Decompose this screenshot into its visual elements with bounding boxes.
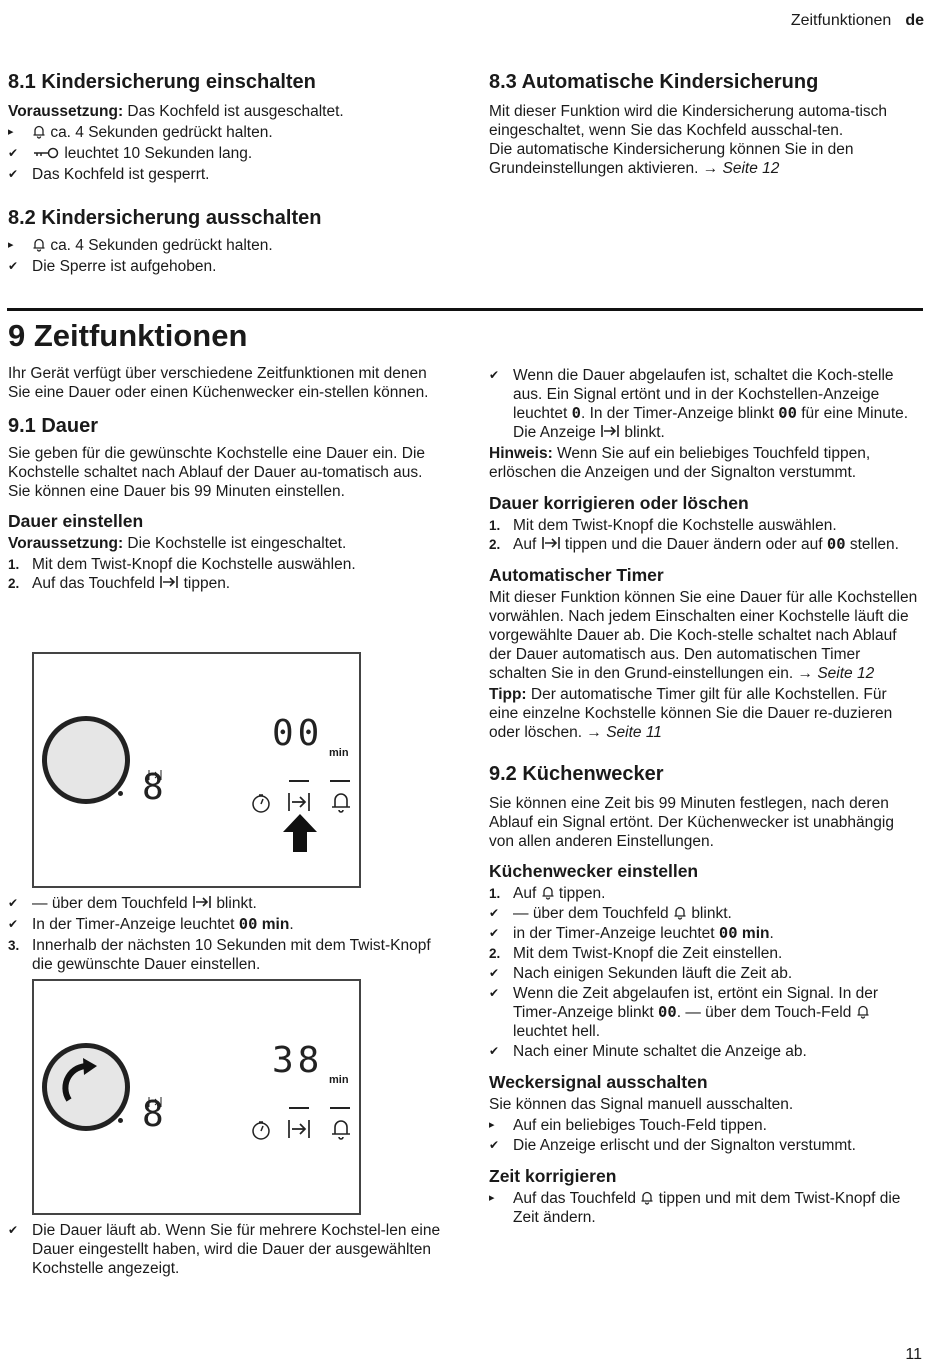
check-icon: ✔ <box>489 1044 500 1058</box>
step-number: 2. <box>489 537 501 552</box>
result-text: Das Kochfeld ist gesperrt. <box>32 166 210 183</box>
result-item <box>8 144 448 163</box>
step-item <box>8 936 448 974</box>
bell-icon[interactable] <box>330 1117 352 1141</box>
result-text: blinkt. <box>216 895 257 912</box>
clock-icon <box>250 1119 272 1141</box>
pre-text: Die Kochstelle ist eingeschaltet. <box>123 535 347 552</box>
rotate-arrow-icon <box>47 1048 125 1126</box>
bell-icon[interactable] <box>330 790 352 814</box>
triangle-bullet-icon: ▸ <box>489 1192 495 1204</box>
chapter-rule <box>7 308 923 311</box>
result-text: leuchtet hell. <box>513 1023 601 1040</box>
bell-icon <box>640 1190 654 1205</box>
zone-digit: 8 <box>142 1094 164 1135</box>
result-text: In der Timer-Anzeige leuchtet <box>32 916 235 933</box>
step-number: 3. <box>8 938 20 953</box>
bell-icon <box>673 905 687 920</box>
precondition <box>8 534 448 553</box>
page-number: 11 <box>905 1346 922 1363</box>
segment-digits: 00 <box>658 1003 677 1021</box>
pre-text: Das Kochfeld ist ausgeschaltet. <box>123 103 344 120</box>
step-text: tippen. <box>558 885 606 902</box>
heading-9-1: 9.1 Dauer <box>8 415 99 437</box>
bell-icon <box>856 1004 870 1019</box>
result-text: über dem Touchfeld <box>532 905 669 922</box>
check-icon: ✔ <box>489 368 500 382</box>
bell-icon <box>32 237 46 252</box>
segment-digits: 00 <box>826 535 846 553</box>
paragraph: Sie können das Signal manuell ausschalten. <box>489 1096 794 1113</box>
step-item <box>489 944 919 963</box>
step-number: 1. <box>8 557 20 572</box>
step-number: 2. <box>489 946 501 961</box>
section-8-1 <box>8 70 448 276</box>
timer-touch-icon <box>541 536 561 550</box>
result-text: über dem Touch-Feld <box>705 1004 852 1021</box>
zone-dot <box>118 1118 123 1123</box>
result-item <box>8 1221 448 1278</box>
min-text: min <box>741 925 770 942</box>
result-item <box>489 1136 919 1155</box>
key-icon <box>32 147 60 159</box>
zone-digit: 8 <box>142 767 164 808</box>
arrow-icon: → <box>797 665 813 682</box>
result-text: Nach einigen Sekunden läuft die Zeit ab. <box>513 965 793 982</box>
check-icon: ✔ <box>8 259 19 273</box>
step-text: tippen und mit dem Twist-Knopf die Zeit ändern. <box>513 1190 901 1226</box>
bell-icon <box>541 885 555 900</box>
paragraph-text: Mit dieser Funktion können Sie eine Dauer für alle Kochstellen vorwählen. Nach jedem Einschalten einer Kochstelle läuft die vorgewählte Dauer ab. Die Koch-stelle schaltet nach Ablauf der Dauer automatisch aus. Den automatischen Timer schalten Sie in den Grund-einstellungen ein. <box>489 589 918 682</box>
hint <box>489 444 919 482</box>
step-text: tippen und die Dauer ändern oder auf <box>564 536 823 553</box>
heading-8-3: 8.3 Automatische Kindersicherung <box>489 71 819 93</box>
step-item <box>489 535 919 554</box>
timer-display: 00 <box>272 713 324 754</box>
min-text: min <box>261 916 290 933</box>
step-number: 1. <box>489 518 501 533</box>
running-header <box>791 11 924 30</box>
result-text: Wenn die Zeit abgelaufen ist, ertönt ein Signal. In der Timer-Anzeige blinkt <box>513 985 879 1021</box>
section-8-3 <box>489 70 919 178</box>
result-text: Die Anzeige erlischt und der Signalton verstummt. <box>513 1137 856 1154</box>
paragraph: Ihr Gerät verfügt über verschiedene Zeitfunktionen mit denen Sie eine Dauer oder einen Küchenwecker ein-stellen können. <box>8 365 429 401</box>
step-text: Auf ein beliebiges Touch-Feld tippen. <box>513 1117 767 1134</box>
heading-9-2: 9.2 Küchenwecker <box>489 763 664 785</box>
dash-glyph: — <box>32 895 48 912</box>
dash-glyph: — <box>513 905 529 922</box>
tip <box>489 685 919 742</box>
segment-digits: 00 <box>238 915 258 933</box>
timer-touch-icon <box>159 575 179 589</box>
result-text: über dem Touchfeld <box>51 895 188 912</box>
step-text: Auf das Touchfeld <box>513 1190 636 1207</box>
step-item <box>8 236 448 255</box>
hint-label: Hinweis: <box>489 445 553 462</box>
subheading: Küchenwecker einstellen <box>489 861 699 881</box>
dash-glyph: — <box>685 1004 701 1021</box>
page-ref-link[interactable]: Seite 12 <box>817 665 875 682</box>
paragraph <box>489 588 919 683</box>
cooktop-display-panel-2 <box>32 979 361 1215</box>
timer-touch-icon[interactable] <box>287 792 311 812</box>
step-text: Mit dem Twist-Knopf die Zeit einstellen. <box>513 945 783 962</box>
tip-text: Der automatische Timer gilt für alle Kochstellen. Für eine einzelne Kochstelle können Sie die Dauer re-duzieren oder löschen. <box>489 686 893 741</box>
step-text: stellen. <box>849 536 899 553</box>
result-item <box>489 904 919 923</box>
timer-touch-icon <box>600 424 620 438</box>
chapter-9-right <box>489 366 919 1227</box>
check-icon: ✔ <box>8 1223 19 1237</box>
pre-label: Voraussetzung: <box>8 535 124 552</box>
zone-dot <box>118 791 123 796</box>
arrow-icon: → <box>586 724 602 741</box>
result-item <box>489 1042 919 1061</box>
check-icon: ✔ <box>489 986 500 1000</box>
result-text: Die Dauer läuft ab. Wenn Sie für mehrere Kochstel-len eine Dauer eingestellt haben, wird die Dauer der ausgewählten Kochstelle angezeigt. <box>32 1222 441 1277</box>
result-text: für eine Minute. Die Anzeige <box>513 405 909 441</box>
dash-indicator <box>330 1107 350 1109</box>
check-icon: ✔ <box>8 917 19 931</box>
result-text: in der Timer-Anzeige leuchtet <box>513 925 715 942</box>
subheading: Dauer korrigieren oder löschen <box>489 493 749 513</box>
timer-touch-icon <box>192 895 212 909</box>
check-icon: ✔ <box>489 1138 500 1152</box>
result-item <box>8 894 448 913</box>
step-text: Auf <box>513 536 537 553</box>
step-text: Innerhalb der nächsten 10 Sekunden mit dem Twist-Knopf die gewünschte Dauer einstellen. <box>32 937 431 973</box>
triangle-bullet-icon: ▸ <box>489 1119 495 1131</box>
segment-digits: 00 <box>778 404 797 422</box>
segment-digit: 0 <box>571 404 581 422</box>
result-text: Nach einer Minute schaltet die Anzeige ab. <box>513 1043 807 1060</box>
check-icon: ✔ <box>489 966 500 980</box>
min-label: min <box>329 747 349 759</box>
pre-label: Voraussetzung: <box>8 103 124 120</box>
timer-display: 38 <box>272 1040 324 1081</box>
step-item <box>489 1189 919 1227</box>
result-item <box>8 257 448 276</box>
paragraph: Mit dieser Funktion wird die Kindersicherung automa-tisch eingeschaltet, wenn Sie das Kochfeld ausschal-ten. <box>489 103 888 139</box>
result-item: ✔ Wenn die Zeit abgelaufen ist, ertönt ein Signal. In der Timer-Anzeige blinkt 00. — über dem Touch-Feld leuchtet hell. <box>489 985 879 1040</box>
step-text: tippen. <box>183 575 231 592</box>
result-text: blinkt. <box>691 905 732 922</box>
result-item <box>8 165 448 184</box>
check-icon: ✔ <box>8 167 19 181</box>
heading-8-2: 8.2 Kindersicherung ausschalten <box>8 207 322 229</box>
paragraph: Sie geben für die gewünschte Kochstelle eine Dauer ein. Die Kochstelle schaltet nach Ablauf der Dauer au-tomatisch aus. <box>8 445 426 481</box>
result-item <box>489 366 919 442</box>
step-text: ca. 4 Sekunden gedrückt halten. <box>50 124 273 141</box>
result-text: blinkt. <box>624 424 665 441</box>
header-section: Zeitfunktionen <box>790 12 892 29</box>
min-label: min <box>329 1074 349 1086</box>
result-text: leuchtet 10 Sekunden lang. <box>64 145 253 162</box>
step-item <box>489 516 919 535</box>
step-text: Auf <box>513 885 537 902</box>
precondition-8-1 <box>8 102 448 121</box>
step-text: Mit dem Twist-Knopf die Kochstelle auswählen. <box>513 517 837 534</box>
step-item <box>8 123 448 142</box>
arrow-icon: → <box>702 160 719 177</box>
dash-indicator <box>289 1107 309 1109</box>
bell-icon <box>32 124 46 139</box>
chapter-9-left-b <box>8 894 448 974</box>
check-icon: ✔ <box>8 146 19 160</box>
header-lang: de <box>905 12 924 29</box>
step-item <box>8 574 448 593</box>
paragraph-text: Die automatische Kindersicherung können Sie in den Grundeinstellungen aktivieren. <box>489 141 854 177</box>
step-number: 2. <box>8 576 20 591</box>
up-arrow-icon <box>283 814 317 852</box>
twist-knob <box>42 716 130 804</box>
result-text: Die Sperre ist aufgehoben. <box>32 258 217 275</box>
triangle-bullet-icon: ▸ <box>8 126 14 138</box>
result-item <box>489 964 919 983</box>
step-item <box>8 555 448 574</box>
triangle-bullet-icon: ▸ <box>8 239 14 251</box>
check-icon: ✔ <box>489 926 500 940</box>
result-item: ✔ In der Timer-Anzeige leuchtet 00 min. <box>8 915 294 933</box>
chapter-9-left-c <box>8 1221 448 1278</box>
chapter-title: 9 Zeitfunktionen <box>8 318 248 353</box>
tip-label: Tipp: <box>489 686 527 703</box>
page-ref-link[interactable]: Seite 12 <box>722 160 780 177</box>
hint-text: Wenn Sie auf ein beliebiges Touchfeld tippen, erlöschen die Anzeigen und der Signalton verstummt. <box>489 445 871 481</box>
result-text: Wenn die Dauer abgelaufen ist, schaltet die Koch-stelle aus. Ein Signal ertönt und in der Kochstellen-Anzeige leuchtet <box>513 367 894 422</box>
cooktop-display-panel <box>32 652 361 888</box>
dash-indicator <box>289 780 309 782</box>
twist-knob <box>42 1043 130 1131</box>
check-icon: ✔ <box>8 896 19 910</box>
paragraph: Sie können eine Zeit bis 99 Minuten festlegen, nach deren Ablauf ein Signal ertönt. Der Küchenwecker ist unabhängig von allen anderen Einstellungen. <box>489 795 894 850</box>
heading-8-1: 8.1 Kindersicherung einschalten <box>8 71 316 93</box>
page-ref-link[interactable]: Seite 11 <box>606 724 662 741</box>
step-item <box>489 1116 919 1135</box>
result-item: ✔ in der Timer-Anzeige leuchtet 00 min. <box>489 924 774 942</box>
chapter-9-left <box>8 318 448 593</box>
check-icon: ✔ <box>489 906 500 920</box>
step-text: ca. 4 Sekunden gedrückt halten. <box>50 237 273 254</box>
paragraph <box>489 140 919 178</box>
step-text: Auf das Touchfeld <box>32 575 155 592</box>
step-number: 1. <box>489 886 501 901</box>
clock-icon <box>250 792 272 814</box>
subheading: Dauer einstellen <box>8 511 144 531</box>
segment-digits: 00 <box>718 924 738 942</box>
subheading: Zeit korrigieren <box>489 1166 617 1186</box>
dash-indicator <box>330 780 350 782</box>
step-text: Mit dem Twist-Knopf die Kochstelle auswählen. <box>32 556 356 573</box>
subheading: Weckersignal ausschalten <box>489 1072 708 1092</box>
timer-touch-icon[interactable] <box>287 1119 311 1139</box>
subheading: Automatischer Timer <box>489 565 664 585</box>
result-text: . In der Timer-Anzeige blinkt <box>580 405 774 422</box>
step-item <box>489 884 919 903</box>
paragraph: Sie können eine Dauer bis 99 Minuten einstellen. <box>8 483 345 500</box>
